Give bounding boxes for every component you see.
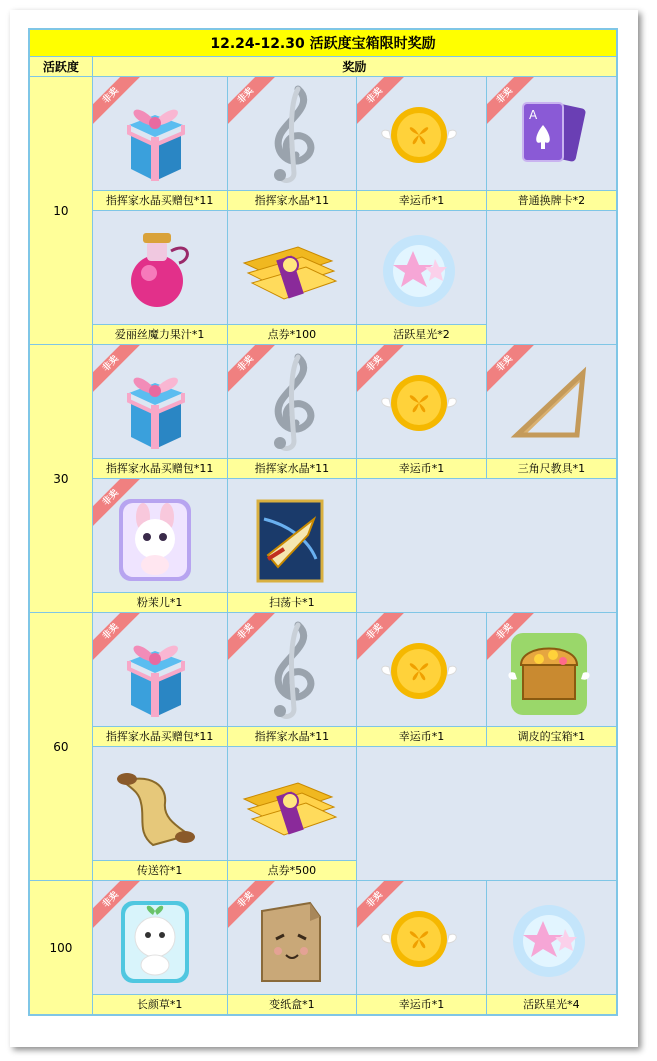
- empty-slot: [357, 747, 617, 881]
- ribbon-label: 非卖: [357, 613, 408, 665]
- svg-text:A: A: [528, 108, 538, 122]
- reward-item: [357, 613, 487, 747]
- reward-item: [92, 211, 227, 345]
- sweep-card-icon: [228, 479, 357, 592]
- reward-item-label: 幸运币*1: [357, 726, 486, 746]
- activity-level: 10: [29, 77, 92, 345]
- ribbon-label: 非卖: [93, 77, 144, 129]
- reward-item-label: 指挥家水晶买赠包*11: [93, 190, 227, 210]
- not-for-sale-ribbon: [357, 613, 409, 665]
- not-for-sale-ribbon: [228, 613, 280, 665]
- table-row: [29, 211, 617, 345]
- not-for-sale-ribbon: [228, 881, 280, 933]
- scroll-icon: [93, 747, 227, 860]
- header-reward: 奖励: [92, 57, 617, 77]
- reward-item: [227, 747, 357, 881]
- reward-item: [227, 479, 357, 613]
- reward-item-label: 指挥家水晶*11: [228, 190, 357, 210]
- table-row: [29, 479, 617, 613]
- reward-table: [28, 28, 618, 1016]
- reward-item-label: 普通换牌卡*2: [487, 190, 616, 210]
- reward-item-label: 爱丽丝魔力果汁*1: [93, 324, 227, 344]
- reward-item: [227, 211, 357, 345]
- table-row: [29, 613, 617, 747]
- not-for-sale-ribbon: [357, 881, 409, 933]
- ribbon-label: 非卖: [357, 77, 408, 129]
- reward-body: [29, 77, 617, 1016]
- reward-item-label: 幸运币*1: [357, 994, 486, 1014]
- lucky-coin-icon: [357, 77, 486, 190]
- triangle-ruler-icon: [487, 345, 616, 458]
- header-level: 活跃度: [29, 57, 92, 77]
- reward-item-label: 指挥家水晶买赠包*11: [93, 458, 227, 478]
- reward-item: [92, 77, 227, 211]
- not-for-sale-ribbon: [228, 345, 280, 397]
- not-for-sale-ribbon: [228, 77, 280, 129]
- treble-clef-icon: [228, 613, 357, 726]
- ribbon-label: 非卖: [357, 345, 408, 397]
- not-for-sale-ribbon: [93, 479, 145, 531]
- ticket-bundle-icon: [228, 747, 357, 860]
- not-for-sale-ribbon: [357, 77, 409, 129]
- not-for-sale-ribbon: [487, 345, 539, 397]
- reward-item-label: 指挥家水晶*11: [228, 726, 357, 746]
- ribbon-label: 非卖: [93, 613, 144, 665]
- lucky-coin-icon: [357, 345, 486, 458]
- ribbon-label: 非卖: [228, 77, 279, 129]
- ticket-bundle-icon: [228, 211, 357, 324]
- table-row: [29, 747, 617, 881]
- star-glow-icon: [487, 881, 616, 994]
- reward-item: [486, 881, 617, 1016]
- playing-card-icon: [487, 77, 616, 190]
- lucky-coin-icon: [357, 613, 486, 726]
- star-glow-icon: [357, 211, 486, 324]
- reward-item-label: 扫荡卡*1: [228, 592, 357, 612]
- reward-item: [92, 747, 227, 881]
- reward-item-label: 粉茉儿*1: [93, 592, 227, 612]
- gift-box-icon: [93, 77, 227, 190]
- reward-item: [92, 613, 227, 747]
- reward-item: [357, 881, 487, 1016]
- treble-clef-icon: [228, 345, 357, 458]
- ribbon-label: 非卖: [228, 613, 279, 665]
- ribbon-label: 非卖: [487, 77, 538, 129]
- paper-box-icon: [228, 881, 357, 994]
- gift-box-icon: [93, 613, 227, 726]
- reward-item: [486, 613, 617, 747]
- pink-bunny-icon: [93, 479, 227, 592]
- ribbon-label: 非卖: [487, 613, 538, 665]
- not-for-sale-ribbon: [93, 613, 145, 665]
- reward-item: [227, 881, 357, 1016]
- table-title: 12.24-12.30 活跃度宝箱限时奖励: [29, 29, 617, 57]
- reward-item: [357, 345, 487, 479]
- reward-item: [357, 211, 487, 345]
- reward-item-label: 长颜草*1: [93, 994, 227, 1014]
- not-for-sale-ribbon: [357, 345, 409, 397]
- reward-item-label: 点券*500: [228, 860, 357, 880]
- reward-item: [227, 77, 357, 211]
- treble-clef-icon: [228, 77, 357, 190]
- reward-item-label: 活跃星光*4: [487, 994, 616, 1014]
- reward-item-label: 幸运币*1: [357, 190, 486, 210]
- empty-slot: [486, 211, 617, 345]
- treasure-chest-icon: [487, 613, 616, 726]
- ribbon-label: 非卖: [487, 345, 538, 397]
- table-row: [29, 881, 617, 1016]
- reward-item: [92, 479, 227, 613]
- reward-item: [227, 345, 357, 479]
- table-row: [29, 345, 617, 479]
- reward-item-label: 传送符*1: [93, 860, 227, 880]
- reward-item-label: 幸运币*1: [357, 458, 486, 478]
- ribbon-label: 非卖: [228, 345, 279, 397]
- reward-item: [92, 881, 227, 1016]
- not-for-sale-ribbon: [93, 77, 145, 129]
- potion-bottle-icon: [93, 211, 227, 324]
- reward-item: [357, 77, 487, 211]
- ribbon-label: 非卖: [228, 881, 279, 933]
- reward-item-label: 点券*100: [228, 324, 357, 344]
- white-sprout-icon: [93, 881, 227, 994]
- reward-item-label: 活跃星光*2: [357, 324, 486, 344]
- reward-item: [227, 613, 357, 747]
- table-row: [29, 77, 617, 211]
- lucky-coin-icon: [357, 881, 486, 994]
- gift-box-icon: [93, 345, 227, 458]
- not-for-sale-ribbon: [93, 345, 145, 397]
- empty-slot: [357, 479, 617, 613]
- activity-level: 60: [29, 613, 92, 881]
- not-for-sale-ribbon: [487, 77, 539, 129]
- ribbon-label: 非卖: [93, 881, 144, 933]
- activity-level: 30: [29, 345, 92, 613]
- reward-item-label: 三角尺教具*1: [487, 458, 616, 478]
- ribbon-label: 非卖: [357, 881, 408, 933]
- reward-item-label: 指挥家水晶*11: [228, 458, 357, 478]
- reward-item: [486, 77, 617, 211]
- not-for-sale-ribbon: [487, 613, 539, 665]
- reward-item: [486, 345, 617, 479]
- activity-level: 100: [29, 881, 92, 1016]
- reward-item-label: 调皮的宝箱*1: [487, 726, 616, 746]
- not-for-sale-ribbon: [93, 881, 145, 933]
- ribbon-label: 非卖: [93, 479, 144, 531]
- ribbon-label: 非卖: [93, 345, 144, 397]
- reward-item-label: 指挥家水晶买赠包*11: [93, 726, 227, 746]
- reward-item: [92, 345, 227, 479]
- reward-item-label: 变纸盒*1: [228, 994, 357, 1014]
